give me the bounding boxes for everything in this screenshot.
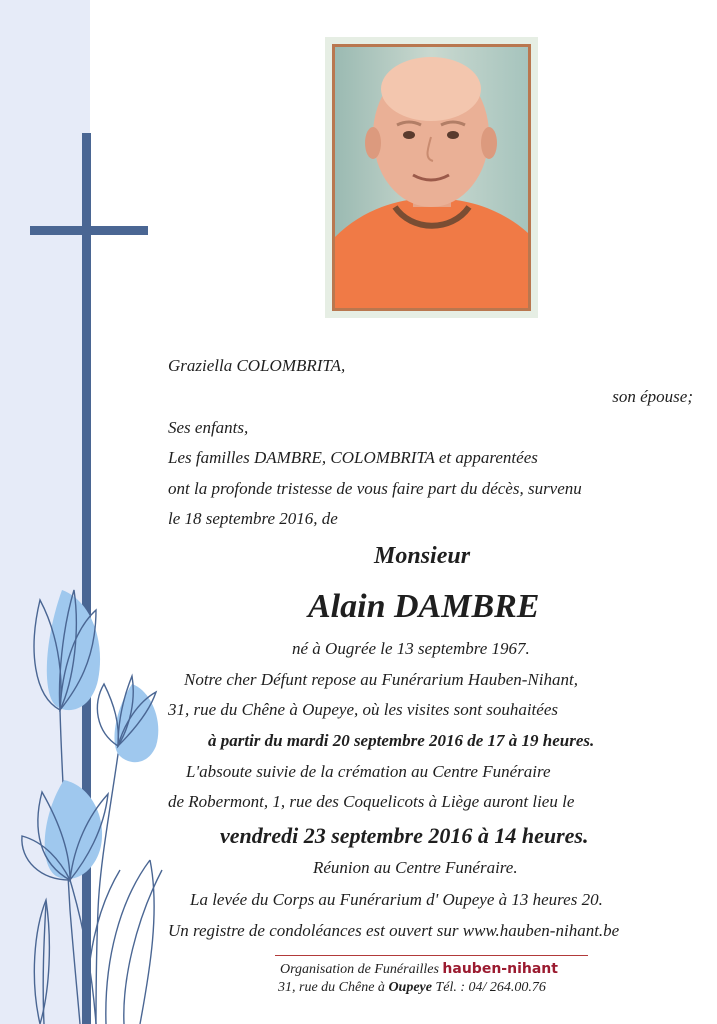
ceremony-date: vendredi 23 septembre 2016 à 14 heures. bbox=[220, 823, 589, 848]
deceased-title: Monsieur bbox=[374, 543, 471, 569]
deceased-name: Alain DAMBRE bbox=[308, 588, 540, 625]
footer-org-prefix: Organisation de Funérailles bbox=[280, 962, 439, 977]
visit-hours: à partir du mardi 20 septembre 2016 de 17 à 19 heures. bbox=[208, 731, 595, 750]
footer-addr-prefix: 31, rue du Chêne à bbox=[278, 980, 385, 995]
footer-city: Oupeye bbox=[388, 980, 432, 995]
death-date-line: le 18 septembre 2016, de bbox=[168, 509, 338, 528]
sadness-line: ont la profonde tristesse de vous faire part du décès, survenu bbox=[168, 479, 582, 498]
absoute-line: L'absoute suivie de la crémation au Centre Funéraire bbox=[186, 762, 551, 781]
footer-phone: Tél. : 04/ 264.00.76 bbox=[435, 980, 546, 995]
families-line: Les familles DAMBRE, COLOMBRITA et apparentées bbox=[168, 448, 538, 467]
levee-line: La levée du Corps au Funérarium d' Oupeye à 13 heures 20. bbox=[190, 890, 603, 909]
brand-logo: hauben-nihant bbox=[442, 961, 558, 977]
portrait-border bbox=[332, 44, 531, 311]
register-line: Un registre de condoléances est ouvert sur www.hauben-nihant.be bbox=[168, 921, 620, 940]
tulip-3 bbox=[22, 780, 108, 880]
tulip-1 bbox=[34, 590, 100, 710]
footer-address bbox=[278, 980, 546, 996]
birth-line: né à Ougrée le 13 septembre 1967. bbox=[292, 639, 530, 658]
address-line: 31, rue du Chêne à Oupeye, où les visites sont souhaitées bbox=[168, 700, 558, 719]
spouse-role: son épouse; bbox=[612, 387, 693, 406]
rest-line: Notre cher Défunt repose au Funérarium Hauben-Nihant, bbox=[184, 670, 578, 689]
reunion-line: Réunion au Centre Funéraire. bbox=[313, 858, 518, 877]
footer-divider bbox=[275, 955, 588, 956]
spouse-name: Graziella COLOMBRITA, bbox=[168, 356, 346, 375]
portrait-photo bbox=[335, 47, 528, 308]
portrait-frame bbox=[325, 37, 538, 318]
tulip-decoration bbox=[0, 580, 175, 1024]
children-line: Ses enfants, bbox=[168, 418, 249, 437]
robermont-line: de Robermont, 1, rue des Coquelicots à Liège auront lieu le bbox=[168, 792, 575, 811]
tulip-2 bbox=[97, 676, 158, 762]
cross-bar bbox=[30, 226, 148, 235]
footer-org bbox=[280, 961, 558, 978]
